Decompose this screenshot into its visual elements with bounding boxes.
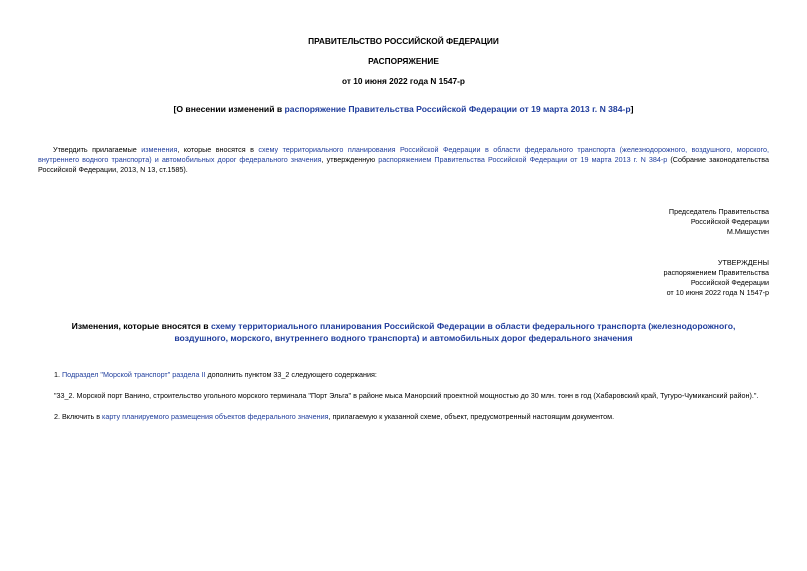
intro-link-scheme[interactable]: схему территориального планирования Российской Федерации в области федерального транспорта (железнодорожного, воздушного, морского, внутреннего водного транспорта) и автомобильных дорог федерального значения: [38, 145, 769, 164]
government-heading: ПРАВИТЕЛЬСТВО РОССИЙСКОЙ ФЕДЕРАЦИИ: [308, 36, 499, 46]
doc-type-heading: РАСПОРЯЖЕНИЕ: [368, 56, 439, 66]
approved-line-2: распоряжением Правительства: [663, 268, 769, 277]
subject-link[interactable]: распоряжение Правительства Российской Федерации от 19 марта 2013 г. N 384-р: [284, 104, 631, 114]
intro-text-3: , утвержденную: [321, 155, 379, 164]
approved-block: [663, 258, 769, 298]
subject-suffix: ]: [630, 104, 634, 114]
changes-title-link-1[interactable]: схему территориального планирования Российской Федерации в области федерального транспорта (железнодорожного,: [210, 321, 736, 331]
changes-title-link-2[interactable]: воздушного, морского, внутреннего водного транспорта) и автомобильных дорог федерального значения: [174, 333, 633, 343]
signature-line-1: Председатель Правительства: [668, 207, 769, 216]
signature-line-3: М.Мишустин: [726, 227, 769, 236]
changes-title: [0, 320, 807, 344]
approved-line-3: Российской Федерации: [690, 278, 769, 287]
item-2-prefix: 2. Включить в: [54, 412, 103, 421]
signature-line-2: Российской Федерации: [690, 217, 769, 226]
signature-block: [669, 207, 769, 237]
item-2-link[interactable]: карту планируемого размещения объектов федерального значения: [102, 412, 329, 421]
approved-line-1: УТВЕРЖДЕНЫ: [717, 258, 769, 267]
approved-line-4: от 10 июня 2022 года N 1547-р: [666, 288, 769, 297]
changes-title-prefix: Изменения, которые вносятся в: [71, 321, 211, 331]
intro-text-2: , которые вносятся в: [177, 145, 259, 154]
intro-paragraph: [38, 145, 769, 175]
item-1-link[interactable]: Подраздел "Морской транспорт" раздела II: [62, 370, 206, 379]
doc-date-heading: от 10 июня 2022 года N 1547-р: [342, 76, 465, 86]
subject-prefix: [О внесении изменений в: [173, 104, 285, 114]
item-1: [54, 370, 377, 380]
intro-text-1: Утвердить прилагаемые: [53, 145, 142, 154]
item-1-suffix: дополнить пунктом 33_2 следующего содержания:: [205, 370, 377, 379]
intro-link-changes[interactable]: изменения: [141, 145, 178, 154]
doc-subject: [0, 104, 807, 114]
intro-link-order[interactable]: распоряжением Правительства Российской Федерации от 19 марта 2013 г. N 384-р: [378, 155, 668, 164]
item-2: [54, 412, 614, 422]
intro-text-4: (Собрание законодательства Российской Федерации, 2013, N 13, ст.1585).: [38, 155, 770, 174]
item-1-prefix: 1.: [54, 370, 62, 379]
item-2-suffix: , прилагаемую к указанной схеме, объект, предусмотренный настоящим документом.: [328, 412, 615, 421]
item-1-quote: "33_2. Морской порт Ванино, строительство угольного морского терминала "Порт Эльга" в районе мыса Манорский проектной мощностью до 30 млн. тонн в год (Хабаровский край, Тугуро-Чумиканский район).".: [54, 391, 759, 400]
